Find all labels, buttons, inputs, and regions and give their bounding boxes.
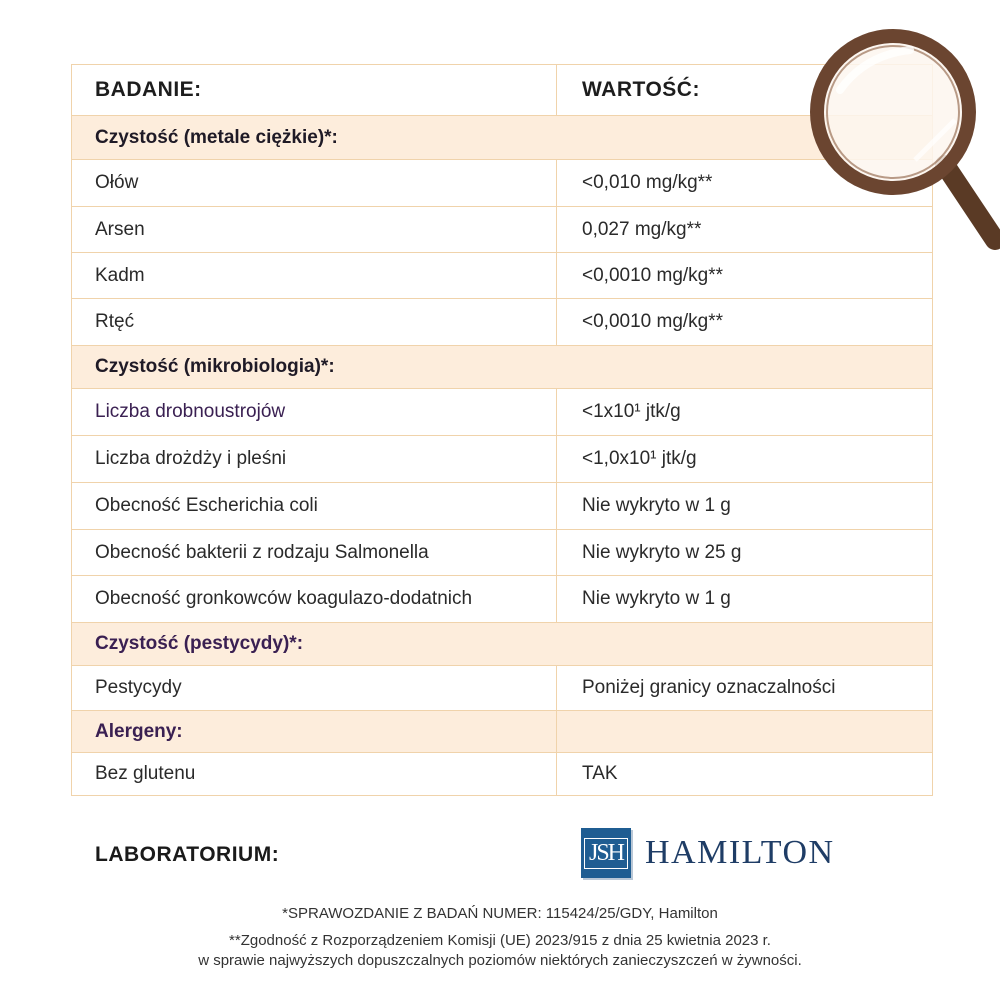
section-title: Czystość (mikrobiologia)*: bbox=[95, 356, 335, 377]
hamilton-logo bbox=[581, 828, 835, 878]
row-value: <0,0010 mg/kg** bbox=[582, 264, 724, 286]
laboratory-label: LABORATORIUM: bbox=[95, 843, 280, 866]
row-value: TAK bbox=[582, 763, 618, 784]
table-row bbox=[72, 252, 932, 298]
section-title: Alergeny: bbox=[72, 711, 557, 752]
section-allergens bbox=[72, 710, 932, 752]
logo-mark bbox=[581, 828, 631, 878]
row-value: Nie wykryto w 1 g bbox=[582, 495, 731, 516]
section-empty-cell bbox=[557, 711, 932, 752]
table-row bbox=[72, 388, 932, 435]
row-name: Obecność bakterii z rodzaju Salmonella bbox=[72, 530, 557, 575]
table-row bbox=[72, 752, 932, 795]
footnote-report: *SPRAWOZDANIE Z BADAŃ NUMER: 115424/25/GDY, Hamilton bbox=[282, 905, 718, 922]
row-name: Liczba drobnoustrojów bbox=[72, 389, 557, 435]
table-row bbox=[72, 482, 932, 529]
row-value: <0,0010 mg/kg** bbox=[582, 311, 724, 332]
row-name: Bez glutenu bbox=[72, 753, 557, 795]
row-name: Ołów bbox=[72, 160, 557, 206]
row-value: <0,010 mg/kg** bbox=[582, 172, 713, 193]
section-title: Czystość (pestycydy)*: bbox=[95, 633, 304, 654]
table-row bbox=[72, 575, 932, 622]
logo-text: HAMILTON bbox=[645, 834, 835, 871]
table-row bbox=[72, 529, 932, 575]
footnote-regulation: w sprawie najwyższych dopuszczalnych poziomów niektórych zanieczyszczeń w żywności. bbox=[198, 952, 802, 969]
section-title: Czystość (metale ciężkie)*: bbox=[95, 126, 338, 148]
row-name: Pestycydy bbox=[72, 666, 557, 710]
magnifier-icon bbox=[795, 20, 1000, 250]
section-pesticides bbox=[72, 622, 932, 665]
row-value: 0,027 mg/kg** bbox=[582, 218, 702, 240]
row-value: Nie wykryto w 25 g bbox=[582, 541, 742, 563]
row-name: Arsen bbox=[72, 207, 557, 252]
header-value: WARTOŚĆ: bbox=[582, 78, 700, 101]
table-row bbox=[72, 298, 932, 345]
header-test: BADANIE: bbox=[72, 65, 557, 115]
row-name: Liczba drożdży i pleśni bbox=[72, 436, 557, 482]
footnote-compliance: **Zgodność z Rozporządzeniem Komisji (UE) 2023/915 z dnia 25 kwietnia 2023 r. bbox=[229, 932, 771, 949]
section-microbiology bbox=[72, 345, 932, 388]
row-value: Nie wykryto w 1 g bbox=[582, 588, 731, 609]
row-name: Kadm bbox=[72, 253, 557, 298]
row-name: Obecność Escherichia coli bbox=[72, 483, 557, 529]
row-name: Rtęć bbox=[72, 299, 557, 345]
table-row bbox=[72, 665, 932, 710]
row-value: <1,0x10¹ jtk/g bbox=[582, 448, 697, 469]
row-value: Poniżej granicy oznaczalności bbox=[582, 677, 836, 698]
logo-mark-text: JSH bbox=[584, 838, 628, 869]
row-name: Obecność gronkowców koagulazo-dodatnich bbox=[72, 576, 557, 622]
row-value: <1x10¹ jtk/g bbox=[582, 401, 681, 422]
table-row bbox=[72, 435, 932, 482]
